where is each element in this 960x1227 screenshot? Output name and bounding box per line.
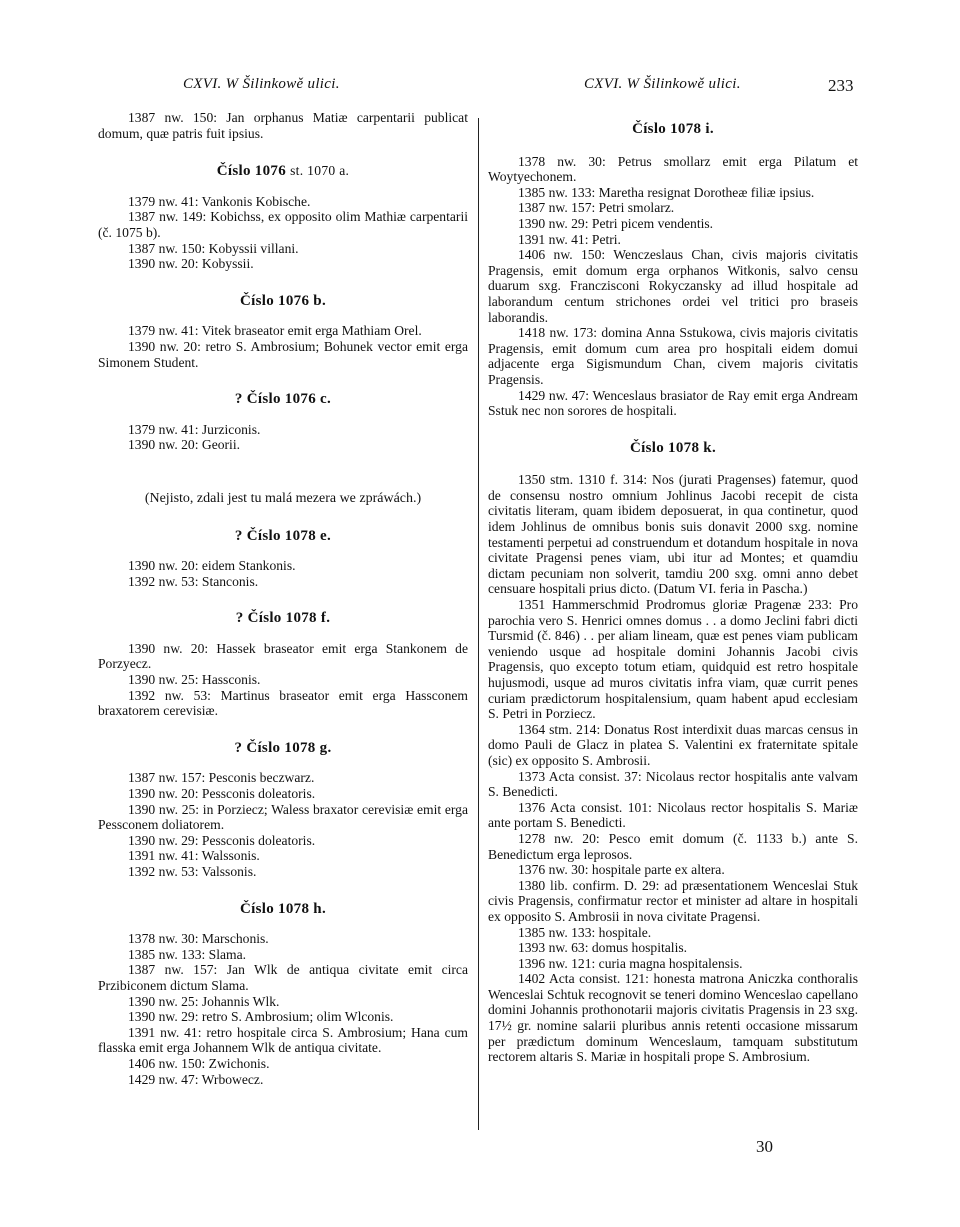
entry-paragraph: 1429 nw. 47: Wrbowecz. — [128, 1071, 264, 1087]
entry-paragraph: 1396 nw. 121: curia magna hospitalensis. — [518, 955, 743, 971]
entry-paragraph: 1390 nw. 20: retro S. Ambrosium; Bohunek vector emit erga Simonem Student. — [98, 338, 468, 370]
entry-paragraph: 1390 nw. 20: Georii. — [128, 437, 241, 453]
entry-paragraph: 1376 nw. 30: hospitale parte ex altera. — [518, 862, 725, 878]
entry-paragraph: 1387 nw. 150: Jan orphanus Matiæ carpentarii publicat domum, quæ patris fuit ipsius. — [98, 110, 468, 141]
entry-paragraph: 1390 nw. 25: Johannis Wlk. — [128, 993, 280, 1009]
entry-paragraph: 1391 nw. 41: retro hospitale circa S. Ambrosium; Hana cum flasska emit erga Johannem Wlk de antiqua civitate. — [98, 1024, 468, 1056]
entry-paragraph: 1392 nw. 53: Stanconis. — [128, 573, 259, 589]
entry-paragraph: 1379 nw. 41: Vankonis Kobische. — [128, 193, 311, 209]
entry-paragraph: 1390 nw. 25: in Porziecz; Waless braxator cerevisiæ emit erga Pessconem doliatorem. — [98, 801, 468, 833]
entry-paragraph: 1429 nw. 47: Wenceslaus brasiator de Ray emit erga Andream Sstuk nec non sorores de hospitali. — [488, 387, 858, 419]
section-heading: Číslo 1078 h. — [240, 900, 326, 917]
entry-paragraph: 1402 Acta consist. 121: honesta matrona Aniczka conthoralis Wenceslai Schtuk recognovit se teneri domino Wenceslao capellano domini Johannis prothonotarii majoris civitatis Pragensis in 23 sxg. 17½ gr. nomine salarii pluribus annis retenti occasione missarum per prædictum dominum Wenceslaum, tamquam substitutum rectorem altaris S. Mariæ in hospitali prope S. Ambrosium. — [488, 971, 858, 1065]
entry-paragraph: 1378 nw. 30: Marschonis. — [128, 931, 269, 947]
entry-paragraph: 1385 nw. 133: Maretha resignat Dorotheæ filiæ ipsius. — [518, 184, 815, 200]
section-heading: Číslo 1078 i. — [632, 121, 714, 137]
entry-paragraph: 1379 nw. 41: Jurziconis. — [128, 421, 261, 437]
entry-paragraph: 1351 Hammerschmid Prodromus gloriæ Pragenæ 233: Pro parochia vero S. Henrici omnes domus . . a domo Jeclini fabri dicti Tursmid (č. 846) . . per aliam lineam, quæ est penes viam publicam veniendo usque ad hospitale domini Johannis Jacobi civis Pragensis, quo excepto totum etiam, quidquid est retro hospitale hujusmodi, usque ad muros civitatis infra viam, quæ currit penes curiam prædictorum hospitalensium, quam habent apud ecclesiam S. Petri in Porziecz. — [488, 597, 858, 722]
entry-paragraph: 1390 nw. 29: retro S. Ambrosium; olim Wlconis. — [128, 1009, 394, 1025]
entry-paragraph: 1390 nw. 25: Hassconis. — [128, 672, 261, 688]
entry-paragraph: 1391 nw. 41: Walssonis. — [128, 848, 260, 864]
section-heading: ? Číslo 1078 f. — [235, 610, 331, 627]
entry-paragraph: 1385 nw. 133: hospitale. — [518, 924, 652, 940]
entry-paragraph: 1392 nw. 53: Valssonis. — [128, 864, 257, 879]
entry-paragraph: 1380 lib. confirm. D. 29: ad præsentationem Wenceslai Stuk civis Pragensis, confirmatur rector et minister ad altare in hospitali ex opposito S. Ambrosii in nova civitate Pragensi. — [488, 877, 858, 924]
entry-paragraph: 1406 nw. 150: Wenczeslaus Chan, civis majoris civitatis Pragensis, emit domum erga orphanos Witkonis, salvo censu duarum sxg. Franczisconi Rokyczansky ad illud hospitale ad laborandum centum strichones ordei vel tritici pro braseis laborandis. — [488, 247, 858, 325]
entry-paragraph: 1406 nw. 150: Zwichonis. — [128, 1055, 270, 1071]
entry-paragraph: 1364 stm. 214: Donatus Rost interdixit duas marcas census in domo Pauli de Glacz in platea S. Valentini ex fraternitate spitale (sic) ex opposito S. Ambrosii. — [488, 721, 858, 768]
entry-paragraph: 1387 nw. 157: Petri smolarz. — [518, 200, 675, 216]
section-heading: ? Číslo 1078 g. — [234, 739, 332, 756]
entry-paragraph: 1418 nw. 173: domina Anna Sstukowa, civis majoris civitatis Pragensis, emit domum cum area pro hospitali eidem domui adjacente erga Sigismundum Chan, civem majoris civitatis Pragensis. — [488, 325, 858, 387]
entry-paragraph: 1378 nw. 30: Petrus smollarz emit erga Pilatum et Woytyechonem. — [488, 153, 858, 185]
entry-paragraph: 1376 Acta consist. 101: Nicolaus rector hospitalis S. Mariæ ante portam S. Benedicti. — [488, 799, 858, 831]
column-divider — [478, 118, 479, 1130]
entry-paragraph: 1390 nw. 29: Petri picem vendentis. — [518, 215, 714, 231]
entry-paragraph: 1390 nw. 20: Hassek braseator emit erga Stankonem de Porzyecz. — [98, 640, 468, 672]
entry-paragraph: 1350 stm. 1310 f. 314: Nos (jurati Pragenses) fatemur, quod de consensu nostro omnium Johlinus Jacobi recepit de cista civitatis literam, quam ibidem deposuerat, in qua continetur, quod idem Johlinus de omnibus bonis suis donavit 2000 sxg. nomine testamenti perpetui ad construendum et dotandum hospitale in nova civitate Pragensi penes viam, ubi itur ad Montes; et quamdiu dictam pecuniam non solverit, tamdiu 200 sxg. omni anno debet censuare hospitali prius dicto. (Datum VI. feria in Pascha.) — [488, 472, 858, 597]
entry-paragraph: 1390 nw. 29: Pessconis doleatoris. — [128, 832, 316, 848]
section-heading: Číslo 1078 k. — [630, 439, 716, 456]
page-number: 233 — [828, 76, 854, 95]
right-column — [488, 110, 858, 1065]
section-heading: ? Číslo 1078 e. — [234, 527, 332, 544]
entry-paragraph: 1387 nw. 157: Pesconis beczwarz. — [128, 770, 315, 786]
left-column — [98, 110, 468, 1087]
entry-paragraph: 1379 nw. 41: Vitek braseator emit erga Mathiam Orel. — [128, 323, 422, 339]
heading-text: Číslo 1076 — [216, 163, 286, 180]
heading-suffix: st. 1070 a. — [290, 163, 350, 179]
entry-paragraph: 1387 nw. 149: Kobichss, ex opposito olim Mathiæ carpentarii (č. 1075 b). — [98, 209, 468, 240]
entry-paragraph: 1393 nw. 63: domus hospitalis. — [518, 940, 688, 956]
entry-paragraph: 1373 Acta consist. 37: Nicolaus rector hospitalis ante valvam S. Benedicti. — [488, 768, 858, 800]
section-heading: Číslo 1076 b. — [240, 292, 326, 309]
running-header-left: CXVI. W Šilinkowě ulici. — [183, 76, 340, 92]
entry-paragraph: 1387 nw. 150: Kobyssii villani. — [128, 240, 299, 256]
entry-paragraph: 1390 nw. 20: Pessconis doleatoris. — [128, 786, 316, 802]
running-header-right: CXVI. W Šilinkowě ulici. — [584, 76, 741, 92]
entry-paragraph: 1387 nw. 157: Jan Wlk de antiqua civitate emit circa Przibiconem dictum Slama. — [98, 962, 468, 993]
section-heading: ? Číslo 1076 c. — [234, 391, 332, 408]
entry-paragraph: 1390 nw. 20: Kobyssii. — [128, 256, 254, 272]
entry-paragraph: 1385 nw. 133: Slama. — [128, 946, 247, 962]
editorial-note: (Nejisto, zdali jest tu malá mezera we zpráwách.) — [144, 490, 422, 506]
signature-number: 30 — [756, 1137, 773, 1156]
section-heading — [98, 163, 468, 180]
entry-paragraph: 1390 nw. 20: eidem Stankonis. — [128, 558, 296, 574]
entry-paragraph: 1392 nw. 53: Martinus braseator emit erga Hassconem braxatorem cerevisiæ. — [98, 687, 468, 719]
entry-paragraph: 1278 nw. 20: Pesco emit domum (č. 1133 b.) ante S. Benedictum erga leprosos. — [488, 830, 858, 862]
entry-paragraph: 1391 nw. 41: Petri. — [518, 231, 621, 247]
